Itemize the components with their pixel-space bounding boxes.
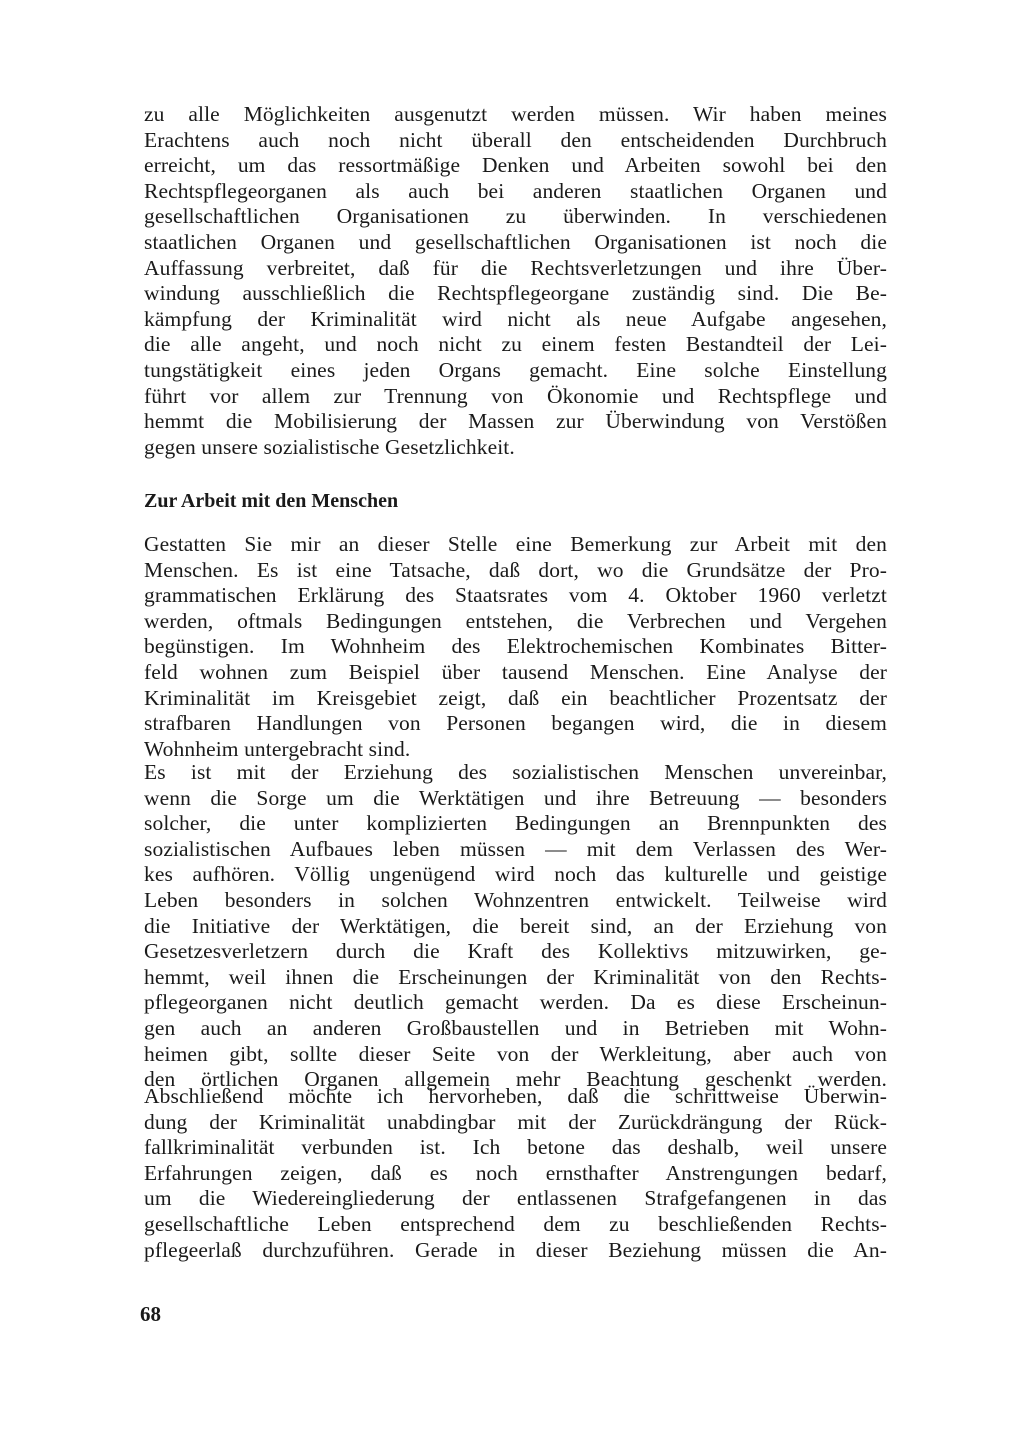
paragraph-3: [144, 760, 887, 1093]
text-line: grammatischen Erklärung des Staatsrates vom 4. Oktober 1960 verletzt: [144, 583, 887, 608]
text-line: gen auch an anderen Großbaustellen und in Betrieben mit Wohn-: [144, 1015, 887, 1040]
text-line: führt vor allem zur Trennung von Ökonomie und Rechtspflege und: [144, 383, 887, 408]
text-line: kämpfung der Kriminalität wird nicht als neue Aufgabe angesehen,: [144, 306, 887, 331]
text-line: kes aufhören. Völlig ungenügend wird noch das kulturelle und geistige: [144, 862, 887, 887]
text-line: Rechtspflegeorganen als auch bei anderen staatlichen Organen und: [144, 178, 887, 203]
text-line: werden, oftmals Bedingungen entstehen, die Verbrechen und Vergehen: [144, 608, 887, 633]
text-line: erreicht, um das ressortmäßige Denken und Arbeiten sowohl bei den: [144, 153, 887, 178]
text-line: gesellschaftlichen Organisationen zu überwinden. In verschiedenen: [144, 204, 887, 229]
text-line: dung der Kriminalität unabdingbar mit der Zurückdrängung der Rück-: [144, 1109, 887, 1134]
text-line: Menschen. Es ist eine Tatsache, daß dort, wo die Grundsätze der Pro-: [144, 557, 887, 582]
text-line: Auffassung verbreitet, daß für die Rechtsverletzungen und ihre Über-: [144, 255, 887, 280]
text-line: den örtlichen Organen allgemein mehr Beachtung geschenkt werden.: [144, 1067, 887, 1092]
text-line: zu alle Möglichkeiten ausgenutzt werden müssen. Wir haben meines: [144, 102, 887, 126]
text-line: pflegeorganen nicht deutlich gemacht werden. Da es diese Erscheinun-: [144, 990, 887, 1015]
text-line: Gesetzesverletzern durch die Kraft des Kollektivs mitzuwirken, ge-: [144, 939, 887, 964]
text-line: strafbaren Handlungen von Personen begangen wird, die in diesem: [144, 711, 887, 736]
text-line: die Initiative der Werktätigen, die bereit sind, an der Erziehung von: [144, 913, 887, 938]
text-line: windung ausschließlich die Rechtspflegeorgane zuständig sind. Die Be-: [144, 281, 887, 306]
text-line: um die Wiedereingliederung der entlassenen Strafgefangenen in das: [144, 1186, 887, 1211]
text-line: Kriminalität im Kreisgebiet zeigt, daß ein beachtlicher Prozentsatz der: [144, 685, 887, 710]
paragraph-2: [144, 532, 887, 762]
text-line: Erfahrungen zeigen, daß es noch ernsthafter Anstrengungen bedarf,: [144, 1160, 887, 1185]
text-line: pflegeerlaß durchzuführen. Gerade in dieser Beziehung müssen die An-: [144, 1237, 887, 1262]
text-line: staatlichen Organen und gesellschaftlichen Organisationen ist noch die: [144, 229, 887, 254]
text-line: gesellschaftliche Leben entsprechend dem zu beschließenden Rechts-: [144, 1211, 887, 1236]
text-line: gegen unsere sozialistische Gesetzlichkeit.: [144, 434, 515, 459]
text-line: Abschließend möchte ich hervorheben, daß die schrittweise Überwin-: [144, 1084, 887, 1108]
section-heading: Zur Arbeit mit den Menschen: [144, 490, 399, 512]
text-line: Gestatten Sie mir an dieser Stelle eine Bemerkung zur Arbeit mit den: [144, 532, 887, 556]
text-line: Wohnheim untergebracht sind.: [144, 736, 411, 761]
text-line: sozialistischen Aufbaues leben müssen — mit dem Verlassen des Wer-: [144, 836, 887, 861]
paragraph-1: [144, 102, 887, 460]
page-number: 68: [140, 1302, 161, 1326]
text-line: die alle angeht, und noch nicht zu einem festen Bestandteil der Lei-: [144, 332, 887, 357]
text-line: solcher, die unter komplizierten Bedingungen an Brennpunkten des: [144, 811, 887, 836]
text-line: heimen gibt, sollte dieser Seite von der Werkleitung, aber auch von: [144, 1041, 887, 1066]
text-line: begünstigen. Im Wohnheim des Elektrochemischen Kombinates Bitter-: [144, 634, 887, 659]
text-line: hemmt die Mobilisierung der Massen zur Überwindung von Verstößen: [144, 409, 887, 434]
text-line: Es ist mit der Erziehung des sozialistischen Menschen unvereinbar,: [144, 760, 887, 784]
text-line: feld wohnen zum Beispiel über tausend Menschen. Eine Analyse der: [144, 659, 887, 684]
text-line: hemmt, weil ihnen die Erscheinungen der Kriminalität von den Rechts-: [144, 964, 887, 989]
text-line: fallkriminalität verbunden ist. Ich betone das deshalb, weil unsere: [144, 1135, 887, 1160]
text-line: Leben besonders in solchen Wohnzentren entwickelt. Teilweise wird: [144, 887, 887, 912]
text-line: tungstätigkeit eines jeden Organs gemacht. Eine solche Einstellung: [144, 357, 887, 382]
text-line: wenn die Sorge um die Werktätigen und ihre Betreuung — besonders: [144, 785, 887, 810]
paragraph-4: [144, 1084, 887, 1263]
text-line: Erachtens auch noch nicht überall den entscheidenden Durchbruch: [144, 127, 887, 152]
